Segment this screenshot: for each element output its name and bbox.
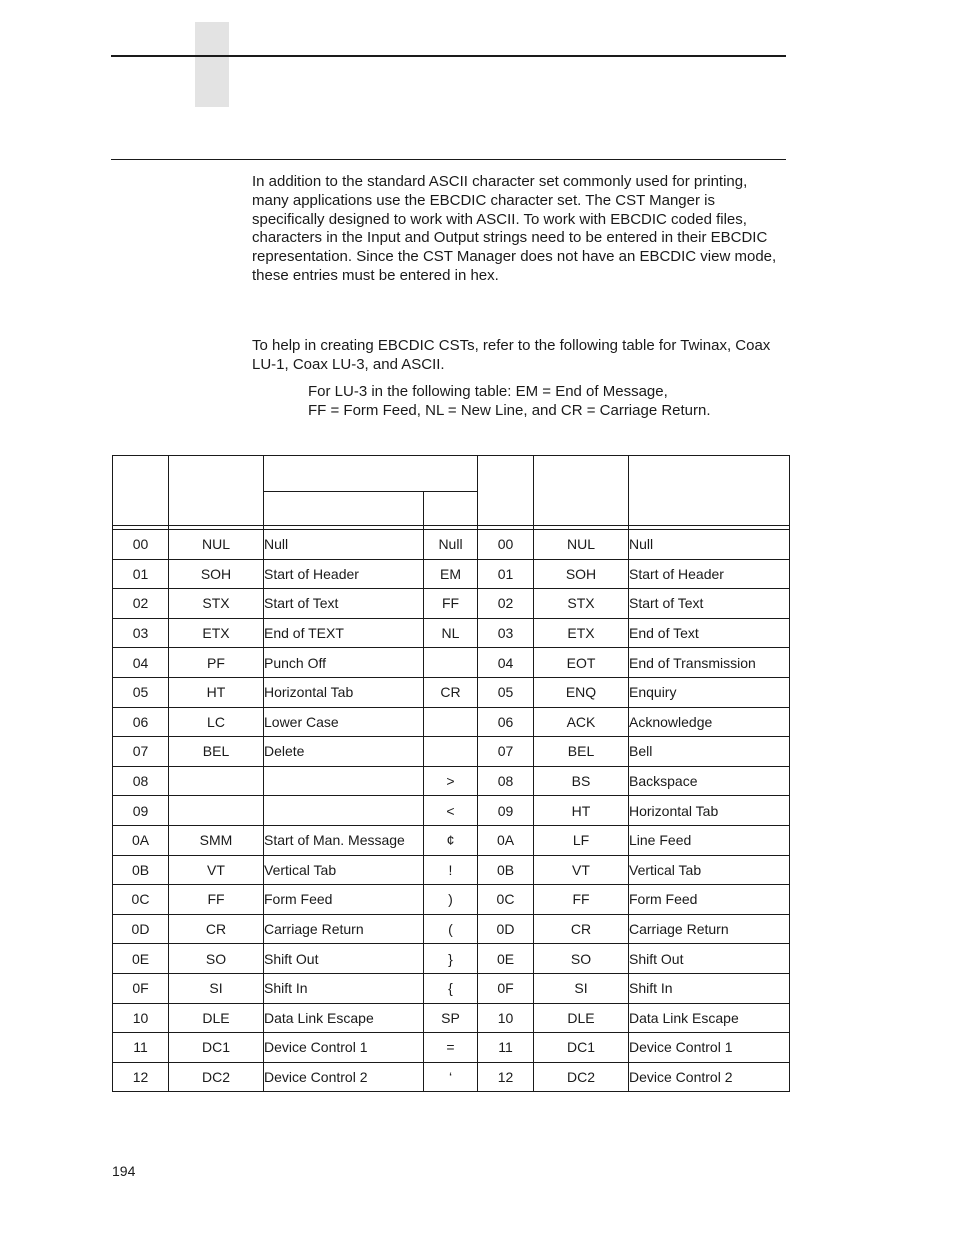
ebcdic-hex-cell: 0A — [113, 825, 169, 855]
lu3-note — [308, 382, 711, 420]
ebcdic-description-cell: Carriage Return — [264, 914, 424, 944]
ebcdic-hex-cell: 0B — [113, 855, 169, 885]
lu3-cell: < — [424, 796, 478, 826]
ebcdic-description-cell: Shift In — [264, 973, 424, 1003]
note-line-2: FF = Form Feed, NL = New Line, and CR = Carriage Return. — [308, 402, 711, 419]
ascii-hex-cell: 0B — [478, 855, 534, 885]
lu3-cell: NL — [424, 618, 478, 648]
table-row — [113, 559, 790, 589]
ascii-description-cell: Form Feed — [629, 885, 790, 915]
ebcdic-code-cell — [169, 766, 264, 796]
ascii-code-cell: ENQ — [534, 677, 629, 707]
ascii-code-cell: CR — [534, 914, 629, 944]
ascii-description-cell: Device Control 1 — [629, 1033, 790, 1063]
table-row — [113, 677, 790, 707]
ascii-code-cell: LF — [534, 825, 629, 855]
ascii-hex-cell: 09 — [478, 796, 534, 826]
ebcdic-code-cell: PF — [169, 648, 264, 678]
ascii-code-cell: DC1 — [534, 1033, 629, 1063]
ascii-hex-cell: 0A — [478, 825, 534, 855]
header-subcell — [424, 492, 478, 526]
ebcdic-hex-cell: 05 — [113, 677, 169, 707]
ascii-hex-cell: 05 — [478, 677, 534, 707]
ascii-description-cell: Horizontal Tab — [629, 796, 790, 826]
ascii-description-cell: Shift Out — [629, 944, 790, 974]
ebcdic-code-cell: SI — [169, 973, 264, 1003]
ascii-description-cell: Shift In — [629, 973, 790, 1003]
ascii-description-cell: Carriage Return — [629, 914, 790, 944]
note-line-1: For LU-3 in the following table: EM = End of Message, — [308, 383, 668, 400]
ascii-description-cell: Device Control 2 — [629, 1062, 790, 1092]
lu3-cell: ) — [424, 885, 478, 915]
ebcdic-code-cell: DLE — [169, 1003, 264, 1033]
header-group-cell — [264, 456, 478, 492]
ascii-description-cell: Bell — [629, 737, 790, 767]
ascii-code-cell: ETX — [534, 618, 629, 648]
ascii-hex-cell: 00 — [478, 530, 534, 560]
ascii-code-cell: DC2 — [534, 1062, 629, 1092]
ascii-hex-cell: 03 — [478, 618, 534, 648]
ebcdic-code-cell: CR — [169, 914, 264, 944]
ascii-description-cell: Start of Header — [629, 559, 790, 589]
page-number: 194 — [112, 1163, 136, 1179]
ebcdic-code-cell: HT — [169, 677, 264, 707]
lu3-cell: } — [424, 944, 478, 974]
ascii-code-cell: HT — [534, 796, 629, 826]
ebcdic-description-cell: Delete — [264, 737, 424, 767]
ascii-hex-cell: 08 — [478, 766, 534, 796]
ebcdic-hex-cell: 01 — [113, 559, 169, 589]
ebcdic-hex-cell: 0C — [113, 885, 169, 915]
ebcdic-code-cell: BEL — [169, 737, 264, 767]
ebcdic-description-cell: Lower Case — [264, 707, 424, 737]
ascii-hex-cell: 04 — [478, 648, 534, 678]
ascii-description-cell: Line Feed — [629, 825, 790, 855]
ascii-code-cell: FF — [534, 885, 629, 915]
ascii-code-cell: ACK — [534, 707, 629, 737]
intro-paragraph: In addition to the standard ASCII character set commonly used for printing, many applications use the EBCDIC character set. The CST Manger is specifically designed to work with ASCII. To work with EBCDIC coded files, characters in the Input and Output strings need to be entered in their EBCDIC representation. Since the CST Manager does not have an EBCDIC view mode, these entries must be entered in hex. — [252, 173, 777, 284]
lu3-cell — [424, 648, 478, 678]
table-row — [113, 944, 790, 974]
ascii-hex-cell: 11 — [478, 1033, 534, 1063]
chapter-tab-marker — [195, 22, 229, 107]
table-row — [113, 1062, 790, 1092]
ascii-description-cell: Enquiry — [629, 677, 790, 707]
ebcdic-description-cell: Start of Text — [264, 589, 424, 619]
header-rule — [111, 55, 786, 57]
ascii-hex-cell: 10 — [478, 1003, 534, 1033]
ebcdic-code-cell: SOH — [169, 559, 264, 589]
ebcdic-description-cell: Vertical Tab — [264, 855, 424, 885]
header-cell — [629, 456, 790, 526]
ebcdic-code-cell: LC — [169, 707, 264, 737]
ebcdic-hex-cell: 0E — [113, 944, 169, 974]
table-row — [113, 1003, 790, 1033]
lu3-cell: > — [424, 766, 478, 796]
lu3-cell: { — [424, 973, 478, 1003]
ascii-code-cell: EOT — [534, 648, 629, 678]
ascii-code-cell: DLE — [534, 1003, 629, 1033]
table-row — [113, 914, 790, 944]
ebcdic-code-cell: VT — [169, 855, 264, 885]
ebcdic-code-cell: NUL — [169, 530, 264, 560]
ebcdic-hex-cell: 03 — [113, 618, 169, 648]
table-row — [113, 648, 790, 678]
ebcdic-description-cell — [264, 766, 424, 796]
ascii-code-cell: SOH — [534, 559, 629, 589]
ebcdic-hex-cell: 04 — [113, 648, 169, 678]
ascii-description-cell: Null — [629, 530, 790, 560]
table-row — [113, 530, 790, 560]
lu3-cell: SP — [424, 1003, 478, 1033]
ascii-hex-cell: 0C — [478, 885, 534, 915]
ebcdic-hex-cell: 02 — [113, 589, 169, 619]
lu3-cell: = — [424, 1033, 478, 1063]
ebcdic-code-cell: STX — [169, 589, 264, 619]
ascii-hex-cell: 06 — [478, 707, 534, 737]
ascii-hex-cell: 01 — [478, 559, 534, 589]
ebcdic-hex-cell: 08 — [113, 766, 169, 796]
ebcdic-code-cell: DC1 — [169, 1033, 264, 1063]
ascii-description-cell: End of Text — [629, 618, 790, 648]
ebcdic-hex-cell: 11 — [113, 1033, 169, 1063]
ebcdic-hex-cell: 00 — [113, 530, 169, 560]
lu3-cell: ‘ — [424, 1062, 478, 1092]
ebcdic-description-cell: Punch Off — [264, 648, 424, 678]
lu3-cell — [424, 737, 478, 767]
ascii-description-cell: Backspace — [629, 766, 790, 796]
header-cell — [478, 456, 534, 526]
ascii-description-cell: Data Link Escape — [629, 1003, 790, 1033]
header-subcell — [264, 492, 424, 526]
table-row — [113, 973, 790, 1003]
ebcdic-hex-cell: 12 — [113, 1062, 169, 1092]
ebcdic-code-cell: FF — [169, 885, 264, 915]
ebcdic-description-cell: Start of Man. Message — [264, 825, 424, 855]
ebcdic-description-cell: Device Control 2 — [264, 1062, 424, 1092]
table-row — [113, 737, 790, 767]
table-row — [113, 825, 790, 855]
ascii-hex-cell: 02 — [478, 589, 534, 619]
ascii-hex-cell: 0D — [478, 914, 534, 944]
table-row — [113, 855, 790, 885]
ascii-description-cell: Acknowledge — [629, 707, 790, 737]
ebcdic-description-cell: Horizontal Tab — [264, 677, 424, 707]
ebcdic-ascii-table — [112, 455, 790, 1092]
ascii-code-cell: VT — [534, 855, 629, 885]
ascii-code-cell: SI — [534, 973, 629, 1003]
ebcdic-code-cell: SMM — [169, 825, 264, 855]
table-row — [113, 1033, 790, 1063]
ebcdic-description-cell: Shift Out — [264, 944, 424, 974]
ascii-description-cell: Vertical Tab — [629, 855, 790, 885]
ebcdic-code-cell: DC2 — [169, 1062, 264, 1092]
ascii-description-cell: Start of Text — [629, 589, 790, 619]
ascii-code-cell: STX — [534, 589, 629, 619]
lu3-cell: EM — [424, 559, 478, 589]
ebcdic-description-cell: End of TEXT — [264, 618, 424, 648]
ebcdic-description-cell: Device Control 1 — [264, 1033, 424, 1063]
ebcdic-hex-cell: 0D — [113, 914, 169, 944]
header-cell — [113, 456, 169, 526]
ascii-hex-cell: 07 — [478, 737, 534, 767]
ascii-description-cell: End of Transmission — [629, 648, 790, 678]
header-cell — [534, 456, 629, 526]
lu3-cell: ( — [424, 914, 478, 944]
ascii-code-cell: SO — [534, 944, 629, 974]
table-body — [113, 530, 790, 1092]
ebcdic-description-cell: Null — [264, 530, 424, 560]
ebcdic-description-cell: Form Feed — [264, 885, 424, 915]
lu3-cell: CR — [424, 677, 478, 707]
lu3-cell: Null — [424, 530, 478, 560]
table-row — [113, 707, 790, 737]
ascii-hex-cell: 12 — [478, 1062, 534, 1092]
table-row — [113, 618, 790, 648]
lu3-cell: ¢ — [424, 825, 478, 855]
ascii-hex-cell: 0E — [478, 944, 534, 974]
ebcdic-hex-cell: 10 — [113, 1003, 169, 1033]
ebcdic-description-cell: Data Link Escape — [264, 1003, 424, 1033]
lu3-cell: ! — [424, 855, 478, 885]
table-row — [113, 589, 790, 619]
ebcdic-hex-cell: 07 — [113, 737, 169, 767]
lu3-cell: FF — [424, 589, 478, 619]
ebcdic-hex-cell: 0F — [113, 973, 169, 1003]
lu3-cell — [424, 707, 478, 737]
header-cell — [169, 456, 264, 526]
table-row — [113, 796, 790, 826]
ascii-code-cell: BS — [534, 766, 629, 796]
ebcdic-code-cell: SO — [169, 944, 264, 974]
ebcdic-hex-cell: 06 — [113, 707, 169, 737]
ebcdic-description-cell — [264, 796, 424, 826]
table-reference-paragraph: To help in creating EBCDIC CSTs, refer to the following table for Twinax, Coax LU-1, Coax LU-3, and ASCII. — [252, 337, 771, 373]
ebcdic-description-cell: Start of Header — [264, 559, 424, 589]
ebcdic-code-cell — [169, 796, 264, 826]
section-rule — [111, 159, 786, 160]
table-header — [113, 456, 790, 530]
table-row — [113, 885, 790, 915]
ascii-code-cell: BEL — [534, 737, 629, 767]
ascii-code-cell: NUL — [534, 530, 629, 560]
ebcdic-hex-cell: 09 — [113, 796, 169, 826]
ascii-hex-cell: 0F — [478, 973, 534, 1003]
ebcdic-code-cell: ETX — [169, 618, 264, 648]
table-row — [113, 766, 790, 796]
